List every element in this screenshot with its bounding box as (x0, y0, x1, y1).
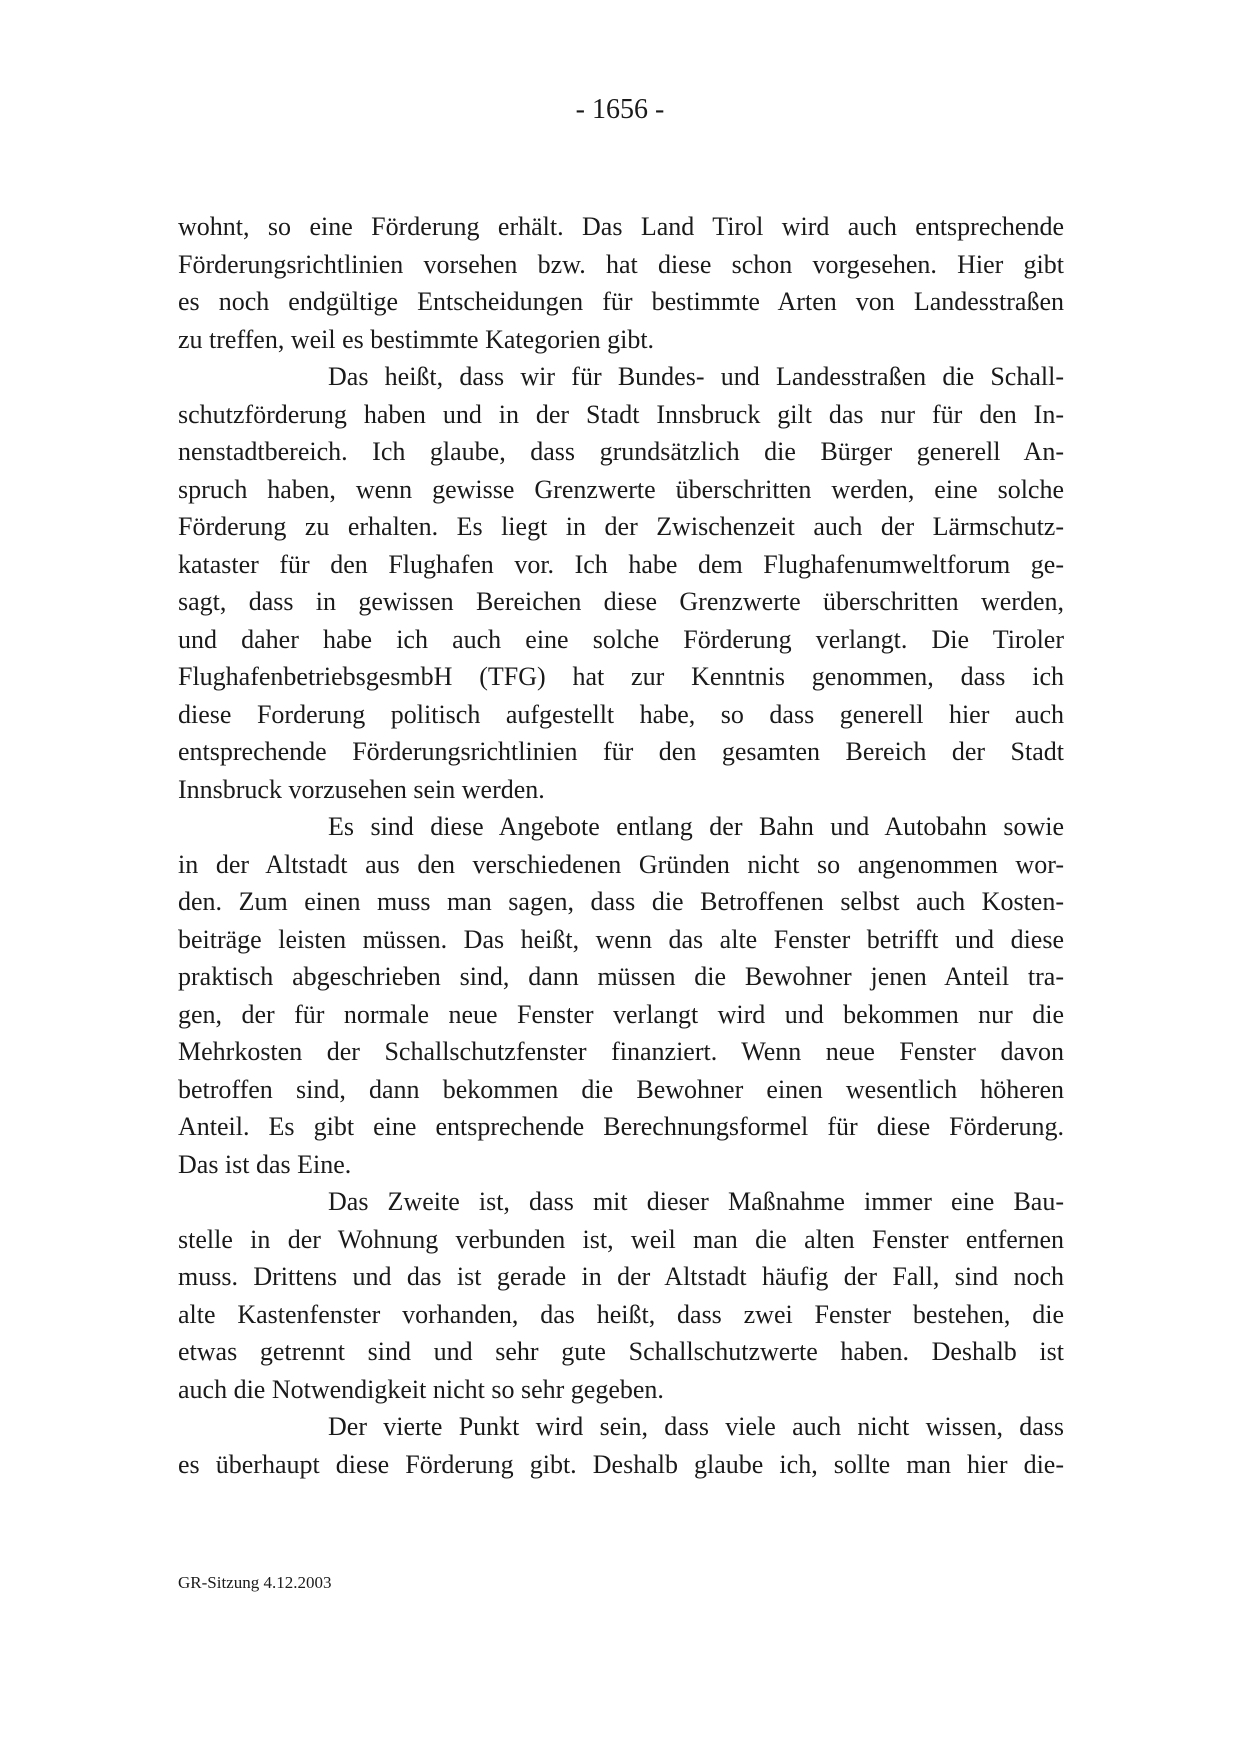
text-line: Förderung zu erhalten. Es liegt in der Zwischenzeit auch der Lärmschutz- (178, 512, 1064, 541)
text-line: es noch endgültige Entscheidungen für bestimmte Arten von Landesstraßen (178, 287, 1064, 316)
text-line: alte Kastenfenster vorhanden, das heißt, dass zwei Fenster bestehen, die (178, 1299, 1064, 1329)
text-line: zu treffen, weil es bestimmte Kategorien gibt. (178, 324, 655, 354)
text-line: in der Altstadt aus den verschiedenen Gründen nicht so angenommen wor- (178, 849, 1064, 879)
text-line: entsprechende Förderungsrichtlinien für den gesamten Bereich der Stadt (178, 737, 1064, 766)
text-line: schutzförderung haben und in der Stadt Innsbruck gilt das nur für den In- (178, 399, 1064, 429)
text-line: Das ist das Eine. (178, 1149, 352, 1179)
text-line: beiträge leisten müssen. Das heißt, wenn das alte Fenster betrifft und diese (178, 924, 1064, 954)
text-line: etwas getrennt sind und sehr gute Schallschutzwerte haben. Deshalb ist (178, 1337, 1064, 1366)
text-line: Mehrkosten der Schallschutzfenster finanziert. Wenn neue Fenster davon (178, 1037, 1064, 1066)
text-line: wohnt, so eine Förderung erhält. Das Land Tirol wird auch entsprechende (178, 212, 1064, 241)
text-line: sagt, dass in gewissen Bereichen diese Grenzwerte überschritten werden, (178, 587, 1064, 616)
text-line: den. Zum einen muss man sagen, dass die Betroffenen selbst auch Kosten- (178, 887, 1064, 916)
text-line: Der vierte Punkt wird sein, dass viele auch nicht wissen, dass (328, 1412, 1064, 1441)
page-number: - 1656 - (575, 94, 665, 125)
text-line: Innsbruck vorzusehen sein werden. (178, 774, 545, 804)
text-line: FlughafenbetriebsgesmbH (TFG) hat zur Kenntnis genommen, dass ich (178, 662, 1064, 691)
text-line: stelle in der Wohnung verbunden ist, weil man die alten Fenster entfernen (178, 1224, 1064, 1254)
text-line: gen, der für normale neue Fenster verlangt wird und bekommen nur die (178, 999, 1064, 1029)
text-line: spruch haben, wenn gewisse Grenzwerte überschritten werden, eine solche (178, 474, 1064, 504)
text-line: nenstadtbereich. Ich glaube, dass grundsätzlich die Bürger generell An- (178, 437, 1064, 466)
text-line: auch die Notwendigkeit nicht so sehr gegeben. (178, 1374, 664, 1404)
text-line: Das heißt, dass wir für Bundes- und Landesstraßen die Schall- (328, 362, 1064, 391)
text-line: Anteil. Es gibt eine entsprechende Berechnungsformel für diese Förderung. (178, 1112, 1064, 1141)
text-line: Förderungsrichtlinien vorsehen bzw. hat diese schon vorgesehen. Hier gibt (178, 249, 1064, 279)
text-line: Das Zweite ist, dass mit dieser Maßnahme immer eine Bau- (328, 1187, 1064, 1216)
text-line: praktisch abgeschrieben sind, dann müssen die Bewohner jenen Anteil tra- (178, 962, 1064, 991)
text-line: muss. Drittens und das ist gerade in der Altstadt häufig der Fall, sind noch (178, 1262, 1064, 1291)
text-line: und daher habe ich auch eine solche Förderung verlangt. Die Tiroler (178, 624, 1064, 654)
text-line: es überhaupt diese Förderung gibt. Deshalb glaube ich, sollte man hier die- (178, 1449, 1064, 1479)
body-text (178, 208, 1064, 1483)
footer-session-date: GR-Sitzung 4.12.2003 (178, 1573, 332, 1592)
text-line: kataster für den Flughafen vor. Ich habe dem Flughafenumweltforum ge- (178, 549, 1064, 579)
text-line: Es sind diese Angebote entlang der Bahn und Autobahn sowie (328, 812, 1064, 841)
text-line: betroffen sind, dann bekommen die Bewohner einen wesentlich höheren (178, 1074, 1064, 1104)
text-line: diese Forderung politisch aufgestellt habe, so dass generell hier auch (178, 699, 1064, 729)
